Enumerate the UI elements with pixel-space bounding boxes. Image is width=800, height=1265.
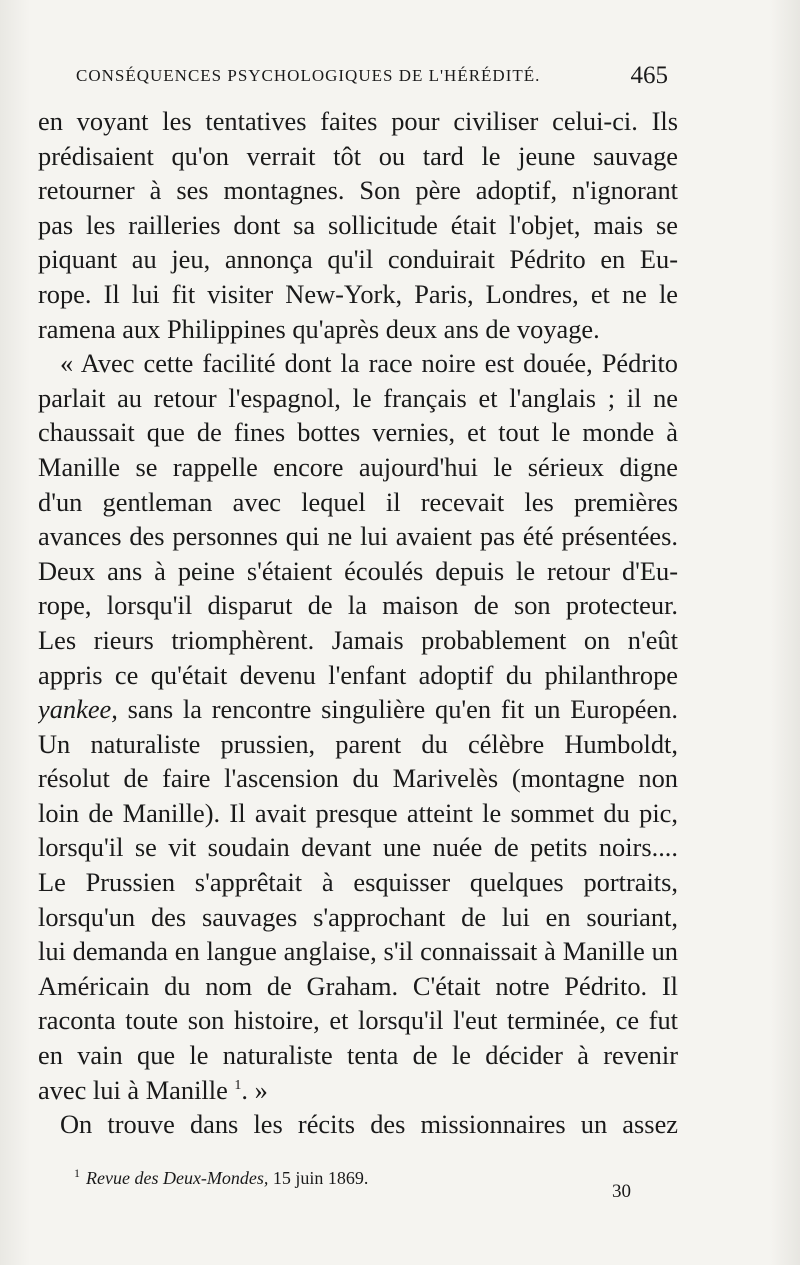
text-line: lorsqu'un des sauvages s'approchant de lui en souriant,: [38, 901, 678, 932]
text-line: Les rieurs triomphèrent. Jamais probablement on n'eût: [38, 624, 678, 655]
signature-mark: 30: [612, 1181, 631, 1202]
footnote-source: Revue des Deux-Mondes,: [86, 1168, 269, 1188]
body-text: [38, 104, 678, 1142]
footnote-mark: 1: [74, 1166, 80, 1180]
text-line: On trouve dans les récits des missionnaires un assez: [60, 1109, 678, 1140]
text-line: prédisaient qu'on verrait tôt ou tard le jeune sauvage: [38, 140, 678, 171]
text-line: en voyant les tentatives faites pour civiliser celui-ci. Ils: [38, 106, 678, 136]
text-line: Américain du nom de Graham. C'était notre Pédrito. Il: [38, 970, 678, 1001]
text-line: en vain que le naturaliste tenta de le décider à revenir: [38, 1040, 678, 1071]
footnote: [74, 1166, 368, 1189]
text-line: raconta toute son histoire, et lorsqu'il l'eut terminée, ce fut: [38, 1005, 678, 1036]
text-line: Le Prussien s'apprêtait à esquisser quelques portraits,: [38, 867, 678, 898]
text-fragment: sans la rencontre singulière qu'en fit un Européen.: [127, 694, 678, 725]
text-line: résolut de faire l'ascension du Marivelès (montagne non: [38, 763, 678, 794]
text-line: chaussait que de fines bottes vernies, et tout le monde à: [38, 417, 678, 448]
text-line: avances des personnes qui ne lui avaient pas été présentées.: [38, 521, 678, 552]
text-line: « Avec cette facilité dont la race noire est douée, Pédrito: [60, 348, 678, 379]
text-line: ramena aux Philippines qu'après deux ans de voyage.: [38, 313, 600, 344]
text-line: rope. Il lui fit visiter New-York, Paris, Londres, et ne le: [38, 278, 678, 309]
text-line: Manille se rappelle encore aujourd'hui le sérieux digne: [38, 451, 678, 482]
running-header: [76, 62, 668, 92]
text-line: loin de Manille). Il avait presque atteint le sommet du pic,: [38, 797, 678, 828]
text-line: pas les railleries dont sa sollicitude était l'objet, mais se: [38, 209, 678, 240]
text-line: retourner à ses montagnes. Son père adoptif, n'ignorant: [38, 175, 678, 206]
text-line: rope, lorsqu'il disparut de la maison de son protecteur.: [38, 590, 678, 621]
text-line: piquant au jeu, annonça qu'il conduirait Pédrito en Eu-: [38, 244, 678, 275]
text-line-with-italic: [38, 692, 678, 727]
footnote-date: 15 juin 1869.: [272, 1168, 369, 1188]
text-line: lui demanda en langue anglaise, s'il connaissait à Manille un: [38, 936, 678, 967]
text-line: Deux ans à peine s'étaient écoulés depuis le retour d'Eu-: [38, 555, 678, 586]
text-line: d'un gentleman avec lequel il recevait les premières: [38, 486, 678, 517]
footnote-reference: 1: [234, 1077, 242, 1093]
text-line: parlait au retour l'espagnol, le français et l'anglais ; il ne: [38, 382, 678, 413]
text-line: appris ce qu'était devenu l'enfant adoptif du philanthrope: [38, 659, 678, 690]
text-fragment: avec lui à Manille: [38, 1074, 228, 1105]
text-line: lorsqu'il se vit soudain devant une nuée de petits noirs....: [38, 832, 678, 863]
closing-quote: . »: [241, 1074, 268, 1105]
text-line-with-footnote: [38, 1073, 678, 1108]
text-line: Un naturaliste prussien, parent du célèbre Humboldt,: [38, 728, 678, 759]
page-number: 465: [630, 62, 668, 89]
italic-word: yankee,: [38, 694, 118, 725]
running-title: CONSÉQUENCES PSYCHOLOGIQUES DE L'HÉRÉDITÉ.: [76, 66, 541, 85]
